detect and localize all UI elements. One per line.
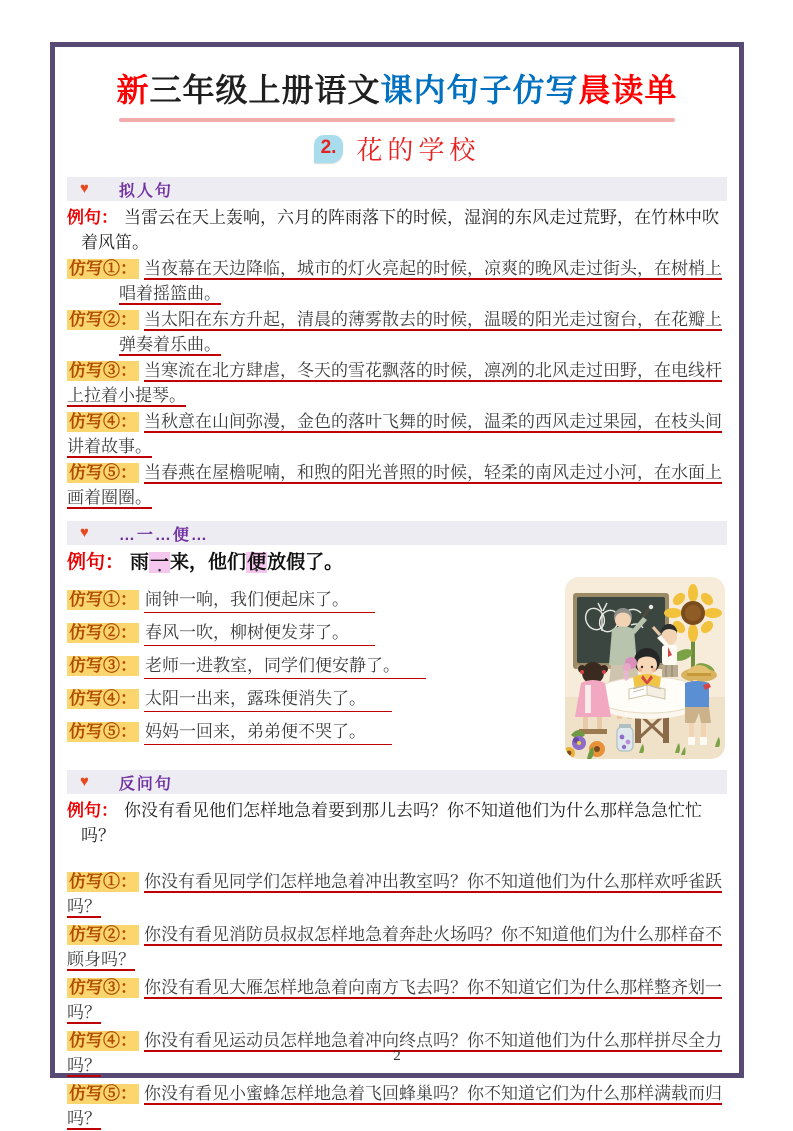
imitation-label: 仿写①： [69, 259, 137, 278]
section-bar-rhetorical [67, 770, 727, 794]
imitation-item [67, 922, 727, 972]
imitation-label: 仿写②： [69, 623, 137, 642]
heart-icon: ♥ [80, 180, 89, 197]
example-part: 来，他们 [170, 552, 247, 573]
imitation-answer: 当秋意在山间弥漫，金色的落叶飞舞的时候，温柔的西风走过果园，在枝头间讲着故事。 [67, 412, 722, 456]
imitation-item [67, 869, 727, 919]
emphasized-char: 便 [247, 552, 267, 573]
example-label: 例句： [67, 801, 118, 820]
classroom-illustration [565, 577, 725, 759]
imitation-answer: 春风一吹，柳树便发芽了。 [144, 623, 375, 646]
lesson-title: 花的学校 [356, 136, 481, 165]
imitation-label: 仿写①： [69, 872, 137, 891]
classroom-illustration-svg [565, 577, 725, 759]
example-part: 放假了。 [267, 552, 344, 573]
imitation-label: 仿写②： [69, 925, 137, 944]
section-heading: 拟人句 [118, 182, 173, 200]
imitation-answer: 当寒流在北方肆虐，冬天的雪花飘落的时候，凛冽的北风走过田野，在电线杆上拉着小提琴。 [67, 361, 722, 405]
imitation-label: 仿写④： [69, 689, 137, 708]
lesson-heading [67, 130, 727, 166]
example-label: 例句： [67, 552, 125, 573]
heart-icon: ♥ [80, 524, 89, 541]
section-heading: 反问句 [118, 775, 173, 793]
imitation-answer: 当春燕在屋檐呢喃，和煦的阳光普照的时候，轻柔的南风走过小河，在水面上画着圈圈。 [67, 463, 722, 507]
example-sentence [67, 549, 727, 577]
title-part-reading: 晨读单 [578, 72, 678, 108]
imitation-item [67, 460, 727, 510]
imitation-item [67, 307, 727, 357]
imitation-answer: 妈妈一回来，弟弟便不哭了。 [144, 722, 392, 745]
title-part-new: 新 [116, 72, 150, 108]
example-sentence [67, 205, 727, 255]
imitation-answer: 你没有看见小蜜蜂怎样地急着飞回蜂巢吗？你不知道它们为什么那样满载而归吗？ [67, 1084, 722, 1128]
title-underline-divider [119, 118, 675, 122]
example-part: 雨 [130, 552, 150, 573]
page-number: 2 [393, 1048, 401, 1064]
imitation-label: 仿写⑤： [69, 1084, 137, 1103]
title-part-subject: 课内句子仿写 [380, 72, 579, 108]
imitation-answer: 闹钟一响，我们便起床了。 [144, 590, 375, 613]
section-heading: …一…便… [118, 526, 209, 544]
imitation-label: 仿写③： [69, 361, 137, 380]
example-sentence [67, 798, 727, 848]
imitation-label: 仿写④： [69, 1031, 137, 1050]
section-bar-pattern [67, 521, 727, 545]
imitation-answer: 你没有看见同学们怎样地急着冲出教室吗？你不知道他们为什么那样欢呼雀跃吗？ [67, 872, 722, 916]
example-text: 当雷云在天上轰响，六月的阵雨落下的时候，湿润的东风走过荒野，在竹林中吹着风笛。 [81, 208, 719, 252]
imitation-label: 仿写③： [69, 656, 137, 675]
section-pattern [67, 549, 727, 759]
title-part-grade: 三年级上册语文 [149, 72, 381, 108]
imitation-label: 仿写③： [69, 978, 137, 997]
imitation-label: 仿写⑤： [69, 722, 137, 741]
lesson-number-badge: 2. [314, 135, 344, 163]
imitation-item [67, 1081, 727, 1131]
page-title [67, 71, 727, 109]
imitation-answer: 你没有看见消防员叔叔怎样地急着奔赴火场吗？你不知道他们为什么那样奋不顾身吗？ [67, 925, 722, 969]
imitation-label: 仿写④： [69, 412, 137, 431]
imitation-answer: 你没有看见运动员怎样地急着冲向终点吗？你不知道他们为什么那样拼尽全力吗？ [67, 1031, 722, 1075]
imitation-item [67, 409, 727, 459]
imitation-item [67, 975, 727, 1025]
imitation-answer: 当夜幕在天边降临，城市的灯火亮起的时候，凉爽的晚风走过街头，在树梢上唱着摇篮曲。 [119, 259, 722, 303]
section-rhetorical [67, 798, 727, 1131]
section-bar-personification [67, 177, 727, 201]
section-personification [67, 205, 727, 510]
imitation-item [67, 256, 727, 306]
heart-icon: ♥ [80, 773, 89, 790]
imitation-item [67, 358, 727, 408]
worksheet-page [50, 42, 744, 1128]
imitation-answer: 当太阳在东方升起，清晨的薄雾散去的时候，温暖的阳光走过窗台，在花瓣上弹奏着乐曲。 [119, 310, 722, 354]
example-label: 例句： [67, 208, 118, 227]
imitation-answer: 老师一进教室，同学们便安静了。 [144, 656, 426, 679]
example-text: 你没有看见他们怎样地急着要到那儿去吗？你不知道他们为什么那样急急忙忙吗？ [81, 801, 702, 845]
emphasized-char: 一 [150, 552, 170, 573]
imitation-label: 仿写①： [69, 590, 137, 609]
imitation-answer: 太阳一出来，露珠便消失了。 [144, 689, 392, 712]
imitation-answer: 你没有看见大雁怎样地急着向南方飞去吗？你不知道它们为什么那样整齐划一吗？ [67, 978, 722, 1022]
imitation-label: 仿写⑤： [69, 463, 137, 482]
imitation-label: 仿写②： [69, 310, 137, 329]
